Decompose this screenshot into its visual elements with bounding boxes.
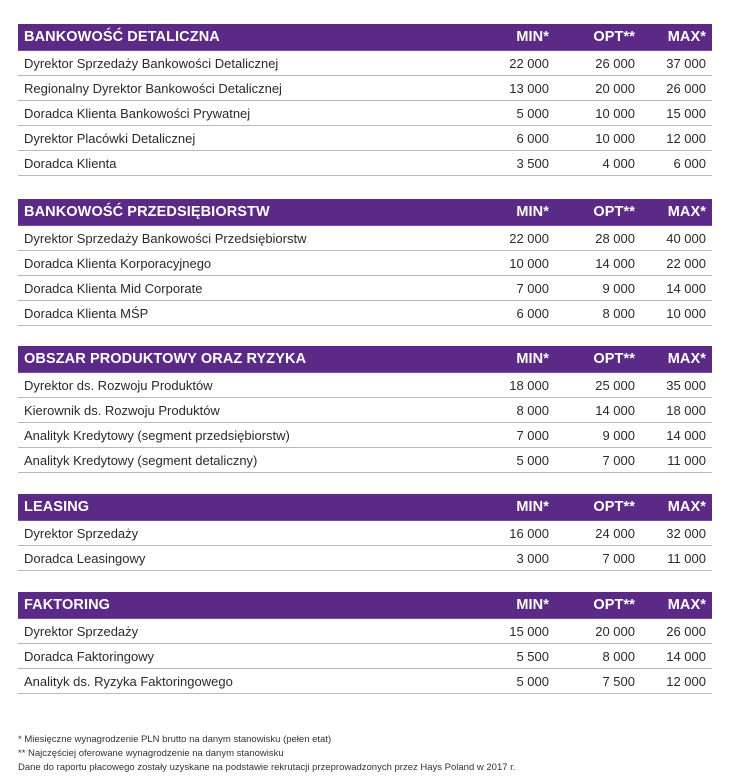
table-row — [18, 76, 712, 101]
position-name: Dyrektor Sprzedaży Bankowości Detalicznej — [24, 55, 279, 71]
col-opt-header: OPT** — [593, 499, 635, 515]
salary-max: 18 000 — [666, 402, 706, 418]
section-header — [18, 494, 712, 521]
salary-opt: 9 000 — [602, 427, 635, 443]
footnote-source: Dane do raportu płacowego zostały uzyskane na podstawie rekrutacji przeprowadzonych przez Hays Poland w 2017 r. — [18, 762, 516, 773]
salary-min: 8 000 — [516, 402, 549, 418]
salary-opt: 24 000 — [595, 525, 635, 541]
col-opt-header: OPT** — [593, 29, 635, 45]
salary-max: 26 000 — [666, 80, 706, 96]
salary-max: 11 000 — [667, 452, 706, 468]
position-name: Dyrektor ds. Rozwoju Produktów — [24, 377, 213, 393]
col-min-header: MIN* — [516, 597, 549, 613]
section-header — [18, 346, 712, 373]
col-opt-header: OPT** — [593, 351, 635, 367]
position-name: Doradca Klienta Korporacyjnego — [24, 255, 212, 271]
salary-min: 5 000 — [516, 673, 549, 689]
section-bankowosc-przedsiebiorstw — [18, 199, 712, 326]
table-row — [18, 126, 712, 151]
salary-max: 11 000 — [667, 550, 706, 566]
salary-min: 6 000 — [516, 130, 549, 146]
position-name: Dyrektor Sprzedaży — [24, 525, 139, 541]
col-max-header: MAX* — [667, 204, 706, 220]
salary-min: 3 500 — [516, 155, 549, 171]
salary-opt: 20 000 — [595, 623, 635, 639]
section-title: FAKTORING — [24, 597, 111, 613]
salary-min: 5 500 — [516, 648, 549, 664]
section-leasing — [18, 494, 712, 571]
table-row — [18, 251, 712, 276]
section-title: LEASING — [24, 499, 90, 515]
salary-min: 7 000 — [516, 427, 549, 443]
section-title: OBSZAR PRODUKTOWY ORAZ RYZYKA — [24, 351, 307, 367]
salary-min: 22 000 — [509, 230, 549, 246]
col-opt-header: OPT** — [593, 204, 635, 220]
section-title: BANKOWOŚĆ DETALICZNA — [24, 29, 220, 45]
footnotes — [18, 733, 718, 775]
table-row — [18, 276, 712, 301]
salary-opt: 7 000 — [602, 550, 635, 566]
salary-min: 3 000 — [516, 550, 549, 566]
table-row — [18, 151, 712, 176]
section-header — [18, 199, 712, 226]
section-title: BANKOWOŚĆ PRZEDSIĘBIORSTW — [24, 204, 270, 220]
salary-max: 26 000 — [666, 623, 706, 639]
table-row — [18, 398, 712, 423]
salary-opt: 26 000 — [595, 55, 635, 71]
position-name: Analityk Kredytowy (segment przedsiębiorstw) — [24, 427, 290, 443]
col-min-header: MIN* — [516, 29, 549, 45]
table-row — [18, 546, 712, 571]
position-name: Dyrektor Placówki Detalicznej — [24, 130, 196, 146]
position-name: Analityk Kredytowy (segment detaliczny) — [24, 452, 258, 468]
footnote-min: * Miesięczne wynagrodzenie PLN brutto na danym stanowisku (pełen etat) — [18, 734, 332, 745]
table-row — [18, 51, 712, 76]
position-name: Regionalny Dyrektor Bankowości Detalicznej — [24, 80, 282, 96]
col-min-header: MIN* — [516, 351, 549, 367]
table-row — [18, 101, 712, 126]
salary-max: 35 000 — [666, 377, 706, 393]
table-row — [18, 669, 712, 694]
position-name: Doradca Leasingowy — [24, 550, 146, 566]
salary-max: 22 000 — [666, 255, 706, 271]
salary-opt: 7 500 — [602, 673, 635, 689]
position-name: Doradca Klienta MŚP — [24, 305, 149, 321]
salary-max: 14 000 — [666, 648, 706, 664]
salary-max: 37 000 — [666, 55, 706, 71]
position-name: Doradca Klienta Mid Corporate — [24, 280, 203, 296]
salary-opt: 9 000 — [602, 280, 635, 296]
table-row — [18, 644, 712, 669]
footnote-opt: ** Najczęściej oferowane wynagrodzenie na danym stanowisku — [18, 748, 284, 759]
salary-opt: 10 000 — [595, 130, 635, 146]
salary-min: 18 000 — [509, 377, 549, 393]
table-row — [18, 301, 712, 326]
salary-max: 12 000 — [666, 130, 706, 146]
col-opt-header: OPT** — [593, 597, 635, 613]
section-header — [18, 592, 712, 619]
salary-max: 14 000 — [666, 427, 706, 443]
salary-opt: 25 000 — [595, 377, 635, 393]
salary-max: 14 000 — [666, 280, 706, 296]
position-name: Dyrektor Sprzedaży Bankowości Przedsiębiorstw — [24, 230, 307, 246]
salary-opt: 28 000 — [595, 230, 635, 246]
salary-min: 5 000 — [516, 105, 549, 121]
position-name: Doradca Klienta — [24, 155, 117, 171]
table-row — [18, 226, 712, 251]
section-bankowosc-detaliczna — [18, 24, 712, 176]
col-min-header: MIN* — [516, 499, 549, 515]
salary-min: 13 000 — [509, 80, 549, 96]
table-row — [18, 521, 712, 546]
salary-min: 15 000 — [509, 623, 549, 639]
position-name: Doradca Klienta Bankowości Prywatnej — [24, 105, 251, 121]
salary-opt: 8 000 — [602, 648, 635, 664]
position-name: Kierownik ds. Rozwoju Produktów — [24, 402, 220, 418]
col-max-header: MAX* — [667, 499, 706, 515]
salary-max: 40 000 — [666, 230, 706, 246]
salary-max: 32 000 — [666, 525, 706, 541]
col-max-header: MAX* — [667, 29, 706, 45]
salary-min: 10 000 — [509, 255, 549, 271]
salary-min: 6 000 — [516, 305, 549, 321]
col-max-header: MAX* — [667, 351, 706, 367]
salary-opt: 10 000 — [595, 105, 635, 121]
salary-max: 12 000 — [666, 673, 706, 689]
salary-opt: 20 000 — [595, 80, 635, 96]
section-header — [18, 24, 712, 51]
col-max-header: MAX* — [667, 597, 706, 613]
table-row — [18, 423, 712, 448]
salary-opt: 14 000 — [595, 255, 635, 271]
position-name: Analityk ds. Ryzyka Faktoringowego — [24, 673, 233, 689]
salary-max: 10 000 — [666, 305, 706, 321]
salary-min: 16 000 — [509, 525, 549, 541]
col-min-header: MIN* — [516, 204, 549, 220]
salary-max: 15 000 — [666, 105, 706, 121]
salary-opt: 14 000 — [595, 402, 635, 418]
salary-min: 5 000 — [516, 452, 549, 468]
position-name: Dyrektor Sprzedaży — [24, 623, 139, 639]
section-faktoring — [18, 592, 712, 694]
salary-min: 7 000 — [516, 280, 549, 296]
section-obszar-produktowy — [18, 346, 712, 473]
position-name: Doradca Faktoringowy — [24, 648, 155, 664]
salary-opt: 7 000 — [602, 452, 635, 468]
salary-opt: 4 000 — [602, 155, 635, 171]
salary-min: 22 000 — [509, 55, 549, 71]
table-row — [18, 619, 712, 644]
table-row — [18, 448, 712, 473]
table-row — [18, 373, 712, 398]
salary-max: 6 000 — [673, 155, 706, 171]
salary-opt: 8 000 — [602, 305, 635, 321]
